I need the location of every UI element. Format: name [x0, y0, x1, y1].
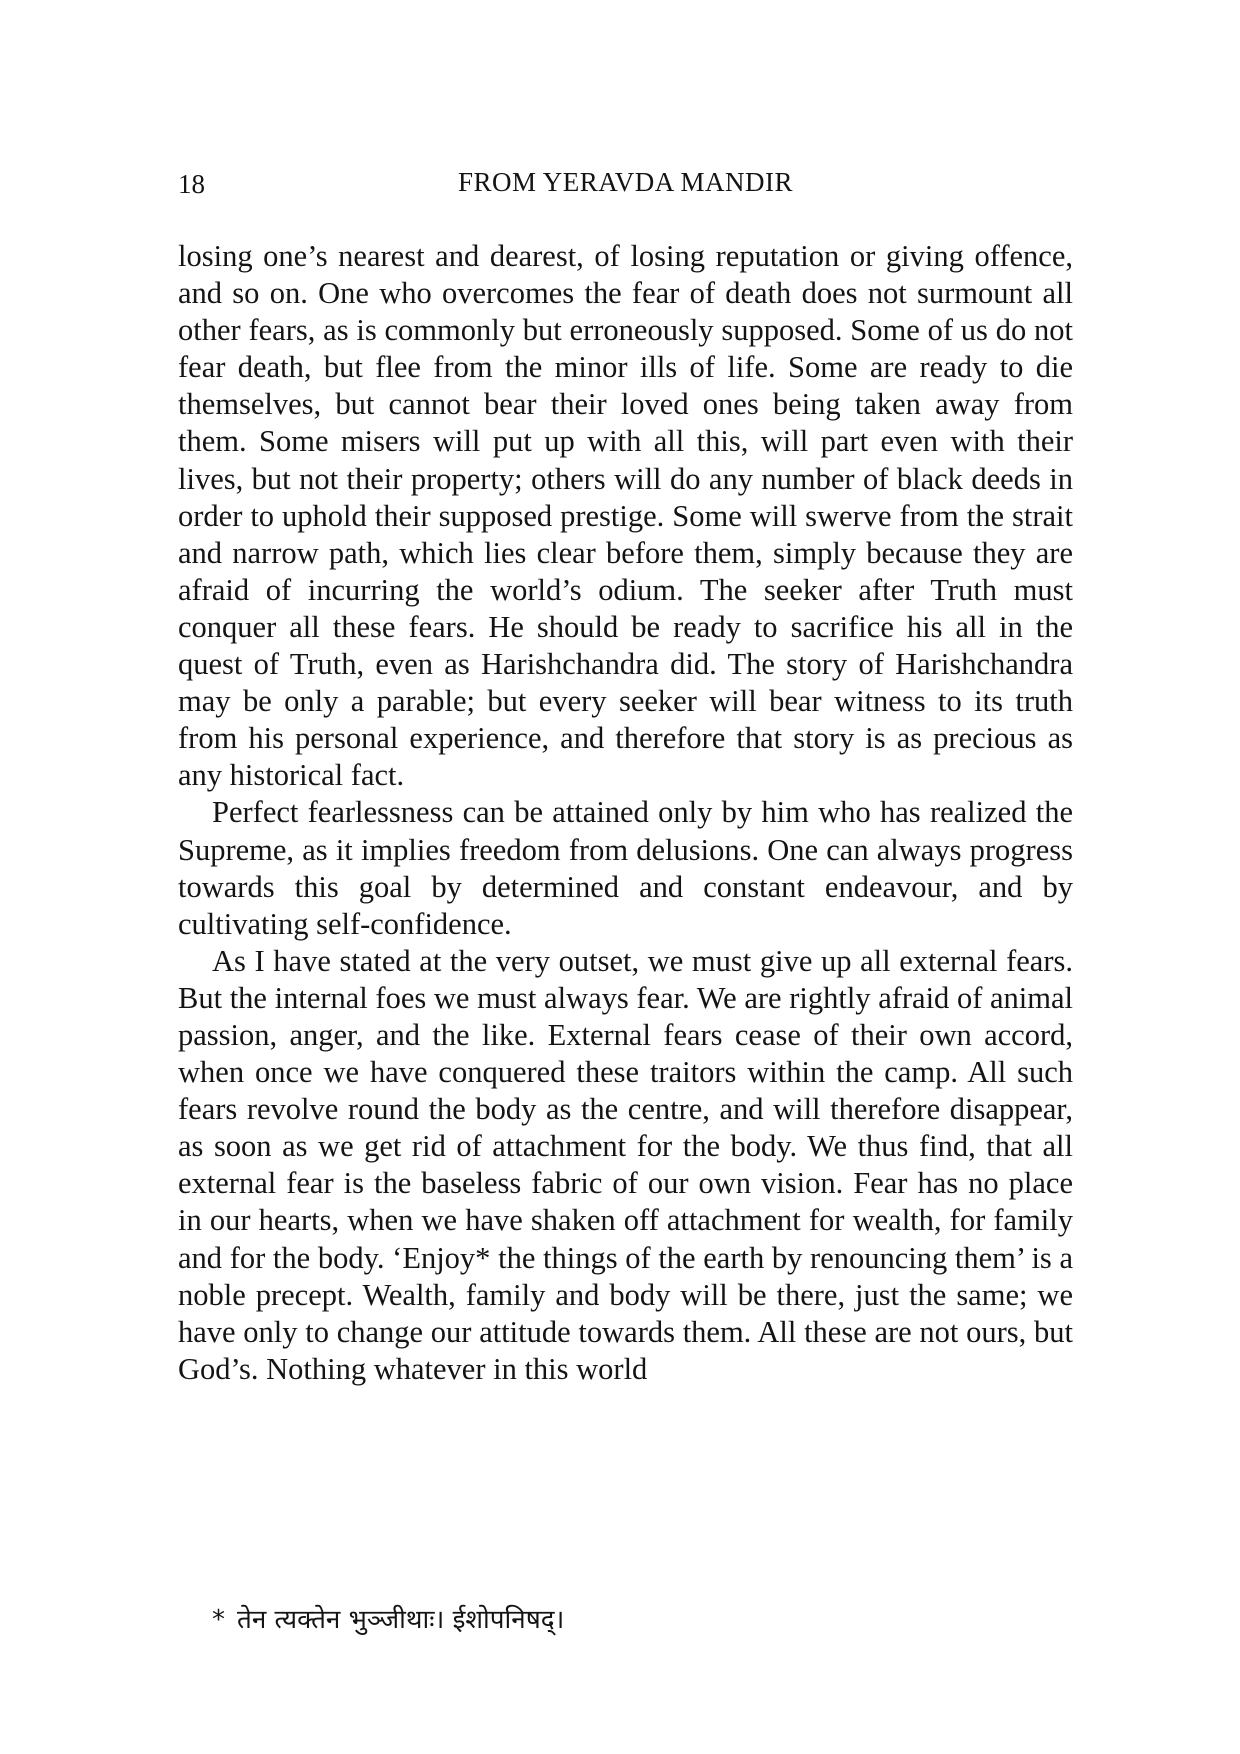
footnote-text: तेन त्यक्तेन भुञ्जीथाः। ईशोपनिषद्।	[237, 1605, 565, 1635]
footnote	[212, 1602, 912, 1638]
paragraph-3: As I have stated at the very outset, we must give up all external fears. But the internal foes we must always fear. We are rightly afraid of animal passion, anger, and the like. External fears cease of their own accord, when once we have conquered these traitors within the camp. All such fears revolve round the body as the centre, and will therefore disappear, as soon as we get rid of attachment for the body. We thus find, that all external fear is the baseless fabric of our own vision. Fear has no place in our hearts, when we have shaken off attachment for wealth, for family and for the body. ‘Enjoy* the things of the earth by renouncing them’ is a noble precept. Wealth, family and body will be there, just the same; we have only to change our attitude towards them. All these are not ours, but God’s. Nothing whatever in this world	[178, 943, 1073, 1386]
body-text	[178, 238, 1073, 1388]
page-header	[178, 162, 1073, 202]
running-title: FROM YERAVDA MANDIR	[457, 167, 794, 197]
page-number: 18	[178, 169, 205, 199]
paragraph-1: losing one’s nearest and dearest, of losing reputation or giving offence, and so on. One who overcomes the fear of death does not surmount all other fears, as is commonly but erroneously supposed. Some of us do not fear death, but flee from the minor ills of life. Some are ready to die themselves, but cannot bear their loved ones being taken away from them. Some misers will put up with all this, will part even with their lives, but not their property; others will do any number of black deeds in order to uphold their supposed prestige. Some will swerve from the strait and narrow path, which lies clear before them, simply because they are afraid of incurring the world’s odium. The seeker after Truth must conquer all these fears. He should be ready to sacrifice his all in the quest of Truth, even as Harishchandra did. The story of Harishchandra may be only a parable; but every seeker will bear witness to its truth from his personal experience, and therefore that story is as precious as any historical fact.	[178, 239, 1073, 793]
paragraph-2: Perfect fearlessness can be attained only by him who has realized the Supreme, as it implies freedom from delusions. One can always progress towards this goal by determined and constant endeavour, and by cultivating self-confidence.	[178, 795, 1073, 941]
footnote-mark: *	[212, 1605, 225, 1635]
